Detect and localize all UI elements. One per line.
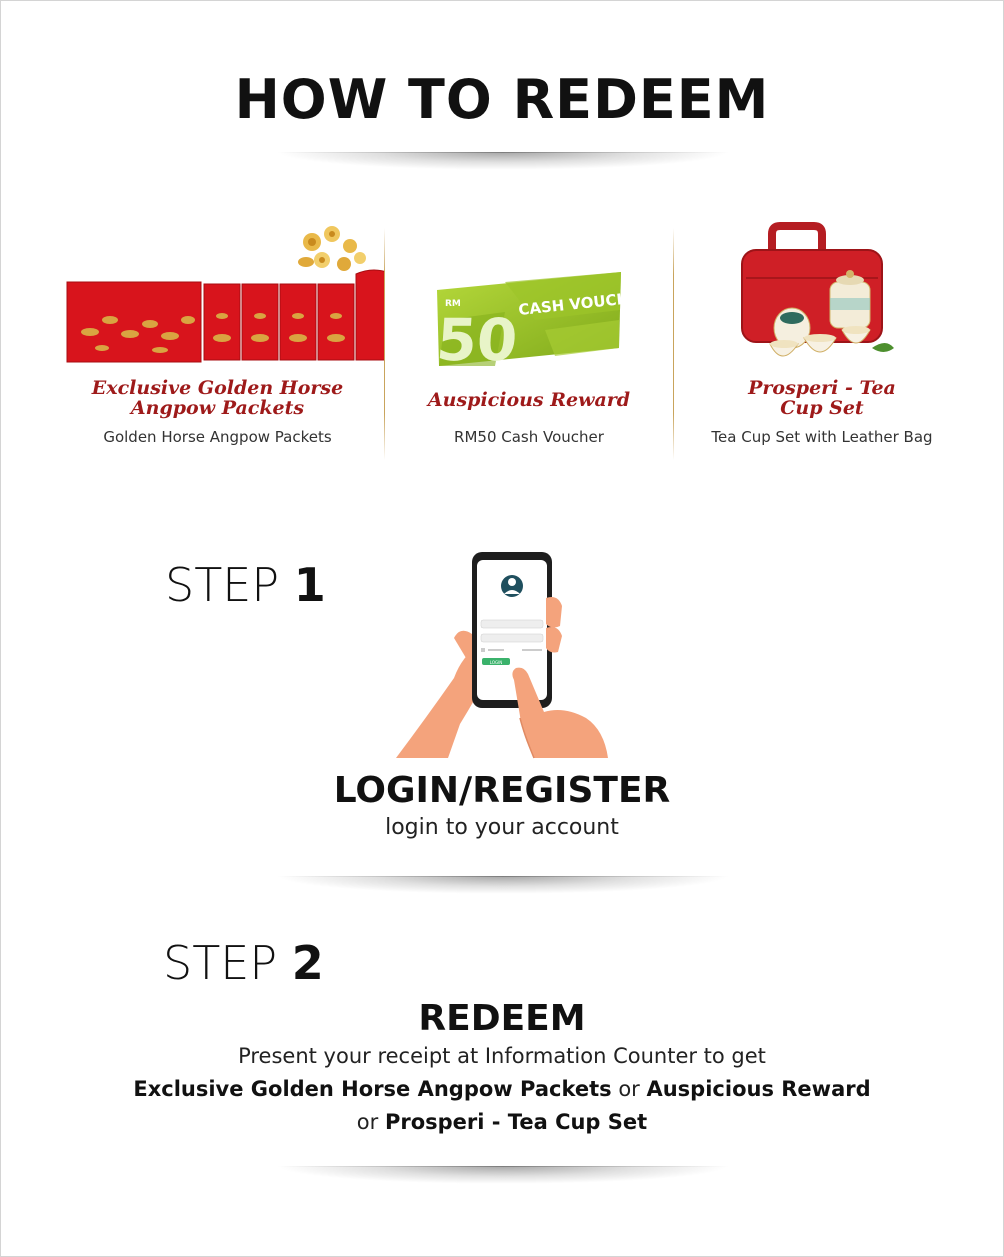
- voucher-label: CASH VOUCHER: [517, 287, 652, 319]
- voucher-amount: 50: [434, 306, 520, 370]
- phone-login-hand-icon: [396, 548, 612, 760]
- reward-name: Auspicious Reward: [427, 389, 631, 411]
- reward-voucher: [385, 220, 673, 465]
- step2-line2: Exclusive Golden Horse Angpow Packets or Auspicious Reward: [133, 1077, 871, 1101]
- step2-label: STEP 2: [163, 936, 324, 990]
- step1-subtext: login to your account: [385, 815, 619, 840]
- step2-instructions: [0, 1040, 1004, 1139]
- voucher-currency: RM: [445, 299, 461, 309]
- reward-desc: RM50 Cash Voucher: [454, 428, 604, 446]
- page-title: HOW TO REDEEM: [234, 68, 770, 131]
- reward-desc: Tea Cup Set with Leather Bag: [711, 428, 933, 446]
- cash-voucher-icon: [385, 220, 673, 370]
- step2-shadow-divider: [276, 1166, 730, 1184]
- step1-heading: LOGIN/REGISTER: [333, 770, 671, 811]
- phone-login-button: LOGIN: [489, 660, 503, 665]
- step2-heading: REDEEM: [418, 998, 586, 1039]
- reward-desc: Golden Horse Angpow Packets: [103, 428, 332, 446]
- rewards-row: [50, 220, 960, 465]
- step2-line3: or Prosperi - Tea Cup Set: [356, 1110, 648, 1134]
- reward-name: Prosperi - Tea Cup Set: [748, 377, 896, 419]
- tea-cup-set-icon: [674, 220, 970, 370]
- step1-label: STEP 1: [165, 558, 326, 612]
- reward-teaset: [674, 220, 970, 465]
- step2-line1: Present your receipt at Information Counter to get: [238, 1044, 766, 1068]
- red-angpow-packets-icon: [50, 220, 385, 370]
- reward-angpow: [50, 220, 385, 465]
- reward-name: Exclusive Golden Horse Angpow Packets: [91, 377, 344, 419]
- step1-shadow-divider: [276, 876, 730, 894]
- title-shadow-divider: [276, 152, 730, 170]
